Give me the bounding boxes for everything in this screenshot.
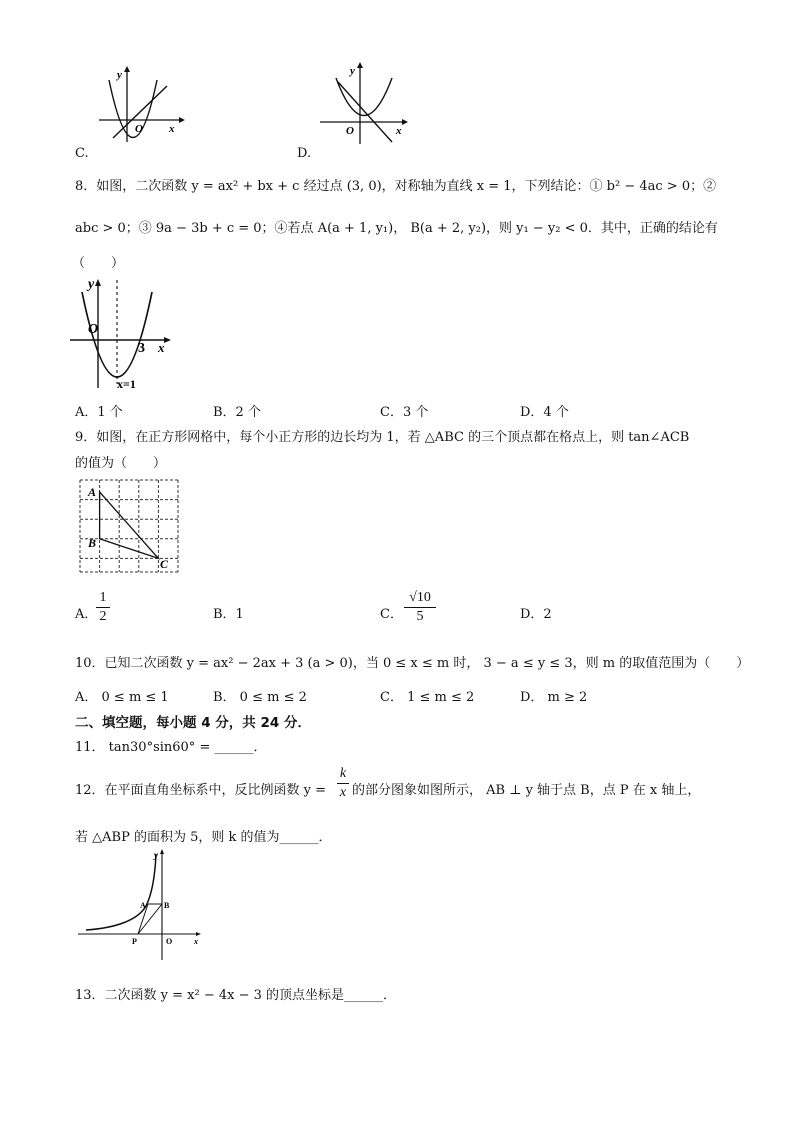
section2-heading: 二、填空题，每小题 4 分，共 24 分． — [75, 715, 311, 731]
q9-option-a-num: 1 — [99, 590, 107, 605]
svg-text:y: y — [117, 69, 122, 81]
q11-text: 11． tan30°sin60° = ______． — [75, 740, 267, 755]
q8-three-label: 3 — [138, 341, 145, 356]
q9-option-a-label: A． — [75, 607, 98, 622]
q12-y-label: y — [154, 850, 158, 860]
q9-line1: 9．如图，在正方形网格中，每个小正方形的边长均为 1，若 △ABC 的三个顶点都在格点上，则 tan∠ACB — [75, 430, 690, 445]
q12-line1-prefix: 12．在平面直角坐标系中，反比例函数 y = — [75, 783, 327, 798]
q8-y-label: y — [88, 277, 95, 292]
q7-graph-d — [318, 58, 413, 148]
q10-option-a: A． 0 ≤ m ≤ 1 — [75, 690, 169, 705]
q8-x-label: x — [158, 340, 165, 355]
svg-text:x: x — [169, 123, 175, 135]
q9-label-a: A — [88, 485, 97, 499]
svg-text:x: x — [396, 125, 402, 137]
svg-text:y: y — [350, 65, 355, 77]
q9-option-c-den: 5 — [416, 609, 424, 624]
q8-origin-label: O — [88, 322, 99, 337]
q8-option-b: B．2 个 — [213, 405, 261, 420]
q9-line2: 的值为（ ） — [75, 456, 167, 471]
q8-line1: 8．如图，二次函数 y = ax² + bx + c 经过点 (3, 0)，对称轴为直线 x = 1，下列结论：① b² − 4ac > 0；② — [75, 179, 717, 194]
q9-option-b: B．1 — [213, 607, 244, 622]
q8-line2: abc > 0；③ 9a − 3b + c = 0；④若点 A(a + 1, y₁)， B(a + 2, y₂)，则 y₁ − y₂ < 0．其中，正确的结论有 — [75, 221, 718, 236]
q7-graph-c — [95, 60, 185, 150]
q13-text: 13．二次函数 y = x² − 4x − 3 的顶点坐标是______． — [75, 988, 397, 1003]
q12-frac-den: x — [339, 785, 347, 800]
q7-option-d: D. — [297, 146, 312, 161]
q12-p-label: P — [132, 937, 137, 946]
q8-axis-label: x=1 — [117, 377, 136, 391]
q9-option-c-num: √10 — [409, 590, 431, 605]
q9-option-d: D．2 — [520, 607, 552, 622]
q12-line1-suffix: 的部分图象如图所示， AB ⊥ y 轴于点 B，点 P 在 x 轴上， — [352, 783, 701, 798]
q9-option-a-fraction — [96, 590, 110, 625]
q9-option-c-fraction — [404, 590, 436, 625]
q7-option-c: C. — [75, 146, 89, 161]
q9-option-a-den: 2 — [99, 609, 107, 624]
q12-line2: 若 △ABP 的面积为 5，则 k 的值为______． — [75, 830, 332, 845]
q12-fraction — [337, 766, 349, 801]
q8-graph — [68, 270, 178, 392]
q9-label-c: C — [160, 557, 169, 571]
q9-label-b: B — [88, 536, 97, 550]
svg-text:O: O — [135, 123, 143, 135]
q12-x-label: x — [194, 937, 198, 946]
q8-paren: （ ） — [72, 256, 125, 271]
q10-option-c: C． 1 ≤ m ≤ 2 — [380, 690, 475, 705]
q8-option-a: A．1 个 — [75, 405, 123, 420]
q9-option-c-label: C． — [380, 607, 403, 622]
q8-option-c: C．3 个 — [380, 405, 429, 420]
q9-grid — [78, 478, 183, 578]
svg-text:O: O — [346, 125, 354, 137]
q10-option-d: D． m ≥ 2 — [520, 690, 588, 705]
q8-option-d: D．4 个 — [520, 405, 569, 420]
q12-a-label: A — [140, 901, 146, 910]
q10-option-b: B． 0 ≤ m ≤ 2 — [213, 690, 307, 705]
q12-graph — [76, 848, 206, 963]
q12-b-label: B — [164, 901, 170, 910]
q12-o-label: O — [166, 937, 173, 946]
q10-line1: 10．已知二次函数 y = ax² − 2ax + 3 (a > 0)，当 0 ≤ x ≤ m 时， 3 − a ≤ y ≤ 3，则 m 的取值范围为（ ） — [75, 656, 750, 671]
q12-frac-num: k — [339, 766, 347, 781]
